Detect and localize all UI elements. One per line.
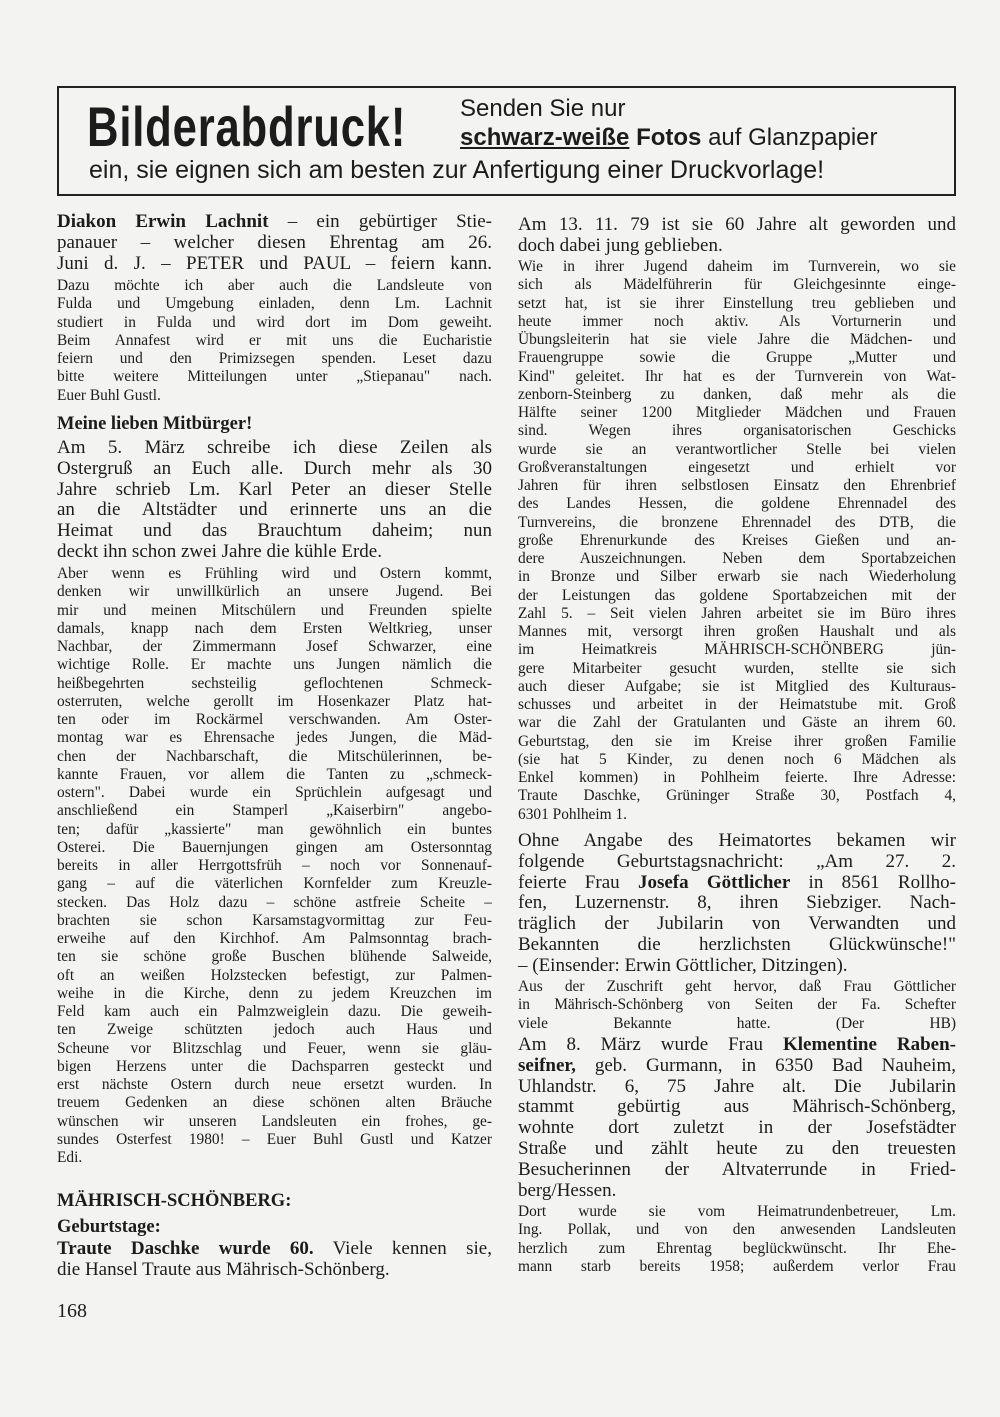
text-line: Edi.: [57, 1149, 83, 1166]
text-line: [57, 1239, 492, 1260]
text-line: deckt ihn schon zwei Jahre die kühle Erde.: [57, 540, 382, 562]
text-line: Jahren für ihren selbstlosen Einsatz den Ehrenbrief: [518, 477, 956, 494]
text-line: Geburtstag, den sie im Kreise ihrer großen Familie: [518, 732, 956, 750]
text-line: in Bronze und Silber erwarb sie nach Wiederholung: [518, 568, 956, 586]
lachnit-intro: [57, 212, 492, 274]
bold-name: Diakon Erwin Lachnit: [57, 211, 269, 232]
text-line: Bekannten die herzlichsten Glückwünsche!": [518, 933, 956, 955]
photo-notice-banner: [57, 86, 956, 196]
text-line: brachten sie schon Karsamstagvormittag zur Feu-: [57, 911, 492, 929]
text-line: wünschen wir unseren Landsleuten ein frohes, ge-: [57, 1112, 492, 1130]
text-line: stecken. Das Holz dazu – schöne astfreie Scheite –: [57, 893, 492, 911]
text-line: bereits in aller Herrgottsfrüh – noch vor Sonnenauf-: [57, 857, 492, 874]
subheading-geburtstage: Geburtstage:: [57, 1217, 161, 1237]
text-line: an die Altstädter und erinnerte uns an die: [57, 499, 492, 521]
text-line: bigen Herzens unter die Dachsparren gesteckt und: [57, 1057, 492, 1075]
goettlicher-intro: [518, 831, 956, 977]
text-line: Nachbar, der Zimmermann Josef Schwarzer, eine: [57, 638, 492, 655]
text-line: mann starb bereits 1958; außerdem verlor Frau: [518, 1257, 956, 1275]
text-line: [518, 1056, 956, 1077]
page-number: 168: [57, 1300, 87, 1322]
text-line: folgende Geburtstagsnachricht: „Am 27. 2.: [518, 850, 956, 872]
text-line: viele Bekannte hatte. (Der HB): [518, 1014, 956, 1032]
banner-line-3: ein, sie eignen sich am besten zur Anfertigung einer Druckvorlage!: [89, 156, 825, 184]
text-line: wichtige Rolle. Er machte uns Jungen nämlich die: [57, 656, 492, 674]
section-heading-maehrisch-schoenberg: MÄHRISCH-SCHÖNBERG:: [57, 1191, 292, 1211]
text-line: erst nächste Ostern durch neue ersetzt wurden. In: [57, 1076, 492, 1093]
text-line: anschließend ein Stamperl „Kaiserbirn" angebo-: [57, 802, 492, 820]
text-line: panauer – welcher diesen Ehrentag am 26.: [57, 231, 492, 253]
text-line: Mannes mit, versorgt ihren großen Haushalt und als: [518, 623, 956, 640]
text-line: sundes Osterfest 1980! – Euer Buhl Gustl und Katzer: [57, 1130, 492, 1148]
text-segment: – ein gebürtiger Stie-: [268, 211, 492, 232]
text-line: wohnte dort zuletzt in der Josefstädter: [518, 1117, 956, 1139]
text-line: setzt hat, ist sie ihrer Einstellung treu geblieben und: [518, 294, 956, 312]
section-heading-mitbuerger: Meine lieben Mitbürger!: [57, 414, 253, 434]
daschke-body: [518, 258, 956, 824]
banner-line-1: Senden Sie nur: [460, 95, 626, 122]
text-line: Übungsleiterin hat sie viele Jahre die Mädchen- und: [518, 331, 956, 348]
text-line: Beim Annafest wird er mit uns die Eucharistie: [57, 331, 492, 349]
text-line: Turnvereins, die bronzene Ehrennadel des DTB, die: [518, 513, 956, 531]
text-line: chen der Nachbarschaft, die Mitschülerinnen, be-: [57, 747, 492, 765]
text-line: ten sie schöne große Buschen blühende Salweide,: [57, 948, 492, 966]
text-line: Am 5. März schreibe ich diese Zeilen als: [57, 437, 492, 458]
text-line: Besucherinnen der Altvaterrunde in Fried-: [518, 1158, 956, 1180]
text-line: Zahl 5. – Seit vielen Jahren arbeitet sie im Büro ihres: [518, 604, 956, 622]
text-line: Straße und zählt heute zu den treuesten: [518, 1137, 956, 1159]
text-line: (sie hat 5 Kinder, zu denen noch 6 Mädchen als: [518, 750, 956, 768]
text-line: Aber wenn es Frühling wird und Ostern kommt,: [57, 565, 492, 582]
text-line: feiern und den Primizsegen spenden. Leset dazu: [57, 350, 492, 367]
text-line: ten; dafür „kassierte" man gewöhnlich ein buntes: [57, 820, 492, 838]
text-line: damals, knapp nach dem Ersten Weltkrieg, unser: [57, 619, 492, 637]
text-line: wurde sie an verantwortlicher Stelle bei vielen: [518, 440, 956, 458]
text-line: schusses und arbeitet in der Heimatstube mit. Groß: [518, 696, 956, 713]
text-line: Uhlandstr. 6, 75 Jahre alt. Die Jubilarin: [518, 1075, 956, 1097]
text-segment: geb. Gurmann, in 6350 Bad Nauheim,: [575, 1054, 956, 1076]
rabenseifner-body: [518, 1203, 956, 1276]
text-line: Traute Daschke, Grüninger Straße 30, Postfach 4,: [518, 787, 956, 805]
text-line: große Ehrenurkunde des Kreises Gießen und an-: [518, 531, 956, 549]
text-segment: feierte Frau: [518, 871, 638, 893]
text-line: heute immer noch aktiv. Als Vorturnerin und: [518, 312, 956, 330]
mitbuerger-body: [57, 565, 492, 1167]
text-segment: Am 8. März wurde Frau: [518, 1034, 783, 1055]
text-line: denken wir unwillkürlich an unsere Jugend. Bei: [57, 583, 492, 601]
daschke-continued: [518, 215, 956, 257]
text-line: Euer Buhl Gustl.: [57, 386, 161, 404]
text-line: 6301 Pohlheim 1.: [518, 805, 628, 823]
text-line: Feld kam auch ein Palmzweiglein dazu. Die geweih-: [57, 1003, 492, 1020]
text-line: Großveranstaltungen eingesetzt und erhielt vor: [518, 458, 956, 476]
text-line: erweihe auf den Kirchhof. Am Palmsonntag brach-: [57, 930, 492, 947]
text-line: [518, 873, 956, 894]
text-line: träglich der Jubilarin von Verwandten und: [518, 913, 956, 935]
text-line: im Heimatkreis MÄHRISCH-SCHÖNBERG jün-: [518, 641, 956, 659]
text-line: sind. Wegen ihres organisatorischen Geschicks: [518, 422, 956, 440]
text-line: Frauengruppe sowie die Gruppe „Mutter und: [518, 349, 956, 367]
banner-line-2-rest: auf Glanzpapier: [708, 124, 878, 151]
banner-title: Bilderabdruck!: [87, 95, 407, 158]
text-line: in Mährisch-Schönberg von Seiten der Fa. Schefter: [518, 996, 956, 1014]
text-line: Hälfte seiner 1200 Mitglieder Mädchen und Frauen: [518, 404, 956, 421]
text-line: herzlich zum Ehrentag beglückwünscht. Ihr Ehe-: [518, 1239, 956, 1257]
text-line: [57, 212, 492, 233]
text-segment: in 8561 Rollho-: [790, 871, 956, 893]
text-line: Jahre schrieb Lm. Karl Peter an dieser Stelle: [57, 478, 492, 500]
lachnit-body: [57, 277, 492, 405]
text-line: treuem Gedenken an diese schönen alten Bräuche: [57, 1094, 492, 1112]
text-line: Enkel kommen) in Pohlheim feierte. Ihre Adresse:: [518, 769, 956, 786]
text-line: zenborn-Steinberg zu danken, daß mehr als die: [518, 385, 956, 403]
text-line: Ing. Pollak, und von den anwesenden Landsleuten: [518, 1221, 956, 1239]
text-line: bitte weitere Mitteilungen unter „Stiepanau" nach.: [57, 368, 492, 386]
text-line: berg/Hessen.: [518, 1179, 617, 1201]
text-line: auch dieser Aufgabe; sie ist Mitglied des Kulturaus-: [518, 677, 956, 695]
text-line: Kind" geleitet. Ihr hat es der Turnverein von Wat-: [518, 367, 956, 385]
text-line: Juni d. J. – PETER und PAUL – feiern kann.: [57, 252, 492, 274]
text-line: weihe in die Kirche, denn zu jedem Kreuzchen im: [57, 984, 492, 1002]
text-segment: Viele kennen sie,: [313, 1238, 492, 1259]
text-line: Dazu möchte ich aber auch die Landsleute von: [57, 277, 492, 294]
text-line: war die Zahl der Gratulanten und Gäste an ihrem 60.: [518, 714, 956, 732]
text-line: dere Auszeichnungen. Neben dem Sportabzeichen: [518, 550, 956, 567]
text-line: kannte Frauen, vor allem die Tanten zu „schmeck-: [57, 765, 492, 783]
text-line: Ohne Angabe des Heimatortes bekamen wir: [518, 830, 956, 851]
text-line: Scheune vor Blitzschlag und Feuer, wenn sie gläu-: [57, 1039, 492, 1057]
mitbuerger-intro: [57, 438, 492, 563]
text-line: stammt gebürtig aus Mährisch-Schönberg,: [518, 1096, 956, 1118]
text-line: [518, 1035, 956, 1056]
text-line: Heimat und das Brauchtum daheim; nun: [57, 520, 492, 542]
text-line: montag war es Ehrensache jedes Jungen, die Mäd-: [57, 729, 492, 747]
text-line: osterruten, welche gerollt im Hosenkazer Platz hat-: [57, 692, 492, 710]
banner-line-2: [460, 124, 878, 152]
text-line: doch dabei jung geblieben.: [518, 234, 723, 256]
text-line: Dort wurde sie vom Heimatrundenbetreuer, Lm.: [518, 1203, 956, 1220]
text-line: Wie in ihrer Jugend daheim im Turnverein, wo sie: [518, 258, 956, 275]
banner-fotos: Fotos: [636, 124, 702, 151]
text-line: ostern". Dabei wurde ein Sprüchlein aufgesagt und: [57, 784, 492, 801]
goettlicher-body: [518, 978, 956, 1033]
text-line: studiert in Fulda und wird dort im Dom geweiht.: [57, 313, 492, 331]
text-line: ten Zweige schützten jedoch auch Haus und: [57, 1021, 492, 1039]
text-line: mir und meinen Mitschülern und Freunden spielte: [57, 601, 492, 619]
text-line: gere Mitarbeiter gesucht wurden, stellte sie sich: [518, 659, 956, 677]
daschke-intro: [57, 1239, 492, 1281]
text-line: heißbegehrten sechsteilig geflochtenen Schmeck-: [57, 674, 492, 692]
bold-name: Klementine Raben-: [782, 1034, 956, 1055]
text-line: Ostergruß an Euch alle. Durch mehr als 30: [57, 457, 492, 479]
text-line: fen, Luzernenstr. 8, ihren Siebziger. Nach-: [518, 892, 956, 914]
text-line: sich als Mädelführerin für Gleichgesinnte einge-: [518, 276, 956, 294]
bold-name: seifner,: [518, 1054, 576, 1076]
rabenseifner-intro: [518, 1035, 956, 1201]
text-line: Aus der Zuschrift geht hervor, daß Frau Göttlicher: [518, 978, 956, 995]
bold-name: Josefa Göttlicher: [637, 871, 791, 893]
text-line: der Leistungen das goldene Sportabzeichen mit der: [518, 586, 956, 604]
text-line: Fulda und Umgebung einladen, denn Lm. Lachnit: [57, 295, 492, 313]
text-line: die Hansel Traute aus Mährisch-Schönberg.: [57, 1258, 390, 1280]
text-line: gang – auf die väterlichen Kornfelder zum Kreuzle-: [57, 875, 492, 893]
banner-bw-emphasis: schwarz-weiße: [460, 124, 630, 151]
text-line: oft an weißen Holzstecken befestigt, zur Palmen-: [57, 966, 492, 984]
text-line: Osterei. Die Bauernjungen gingen am Ostersonntag: [57, 838, 492, 856]
text-line: des Landes Hessen, die goldene Ehrennadel des: [518, 495, 956, 513]
text-line: Am 13. 11. 79 ist sie 60 Jahre alt geworden und: [518, 214, 956, 235]
text-line: ten oder im Rockärmel verschwanden. Am Oster-: [57, 711, 492, 728]
bold-name: Traute Daschke wurde 60.: [57, 1238, 314, 1259]
text-line: – (Einsender: Erwin Göttlicher, Ditzingen).: [518, 954, 848, 976]
